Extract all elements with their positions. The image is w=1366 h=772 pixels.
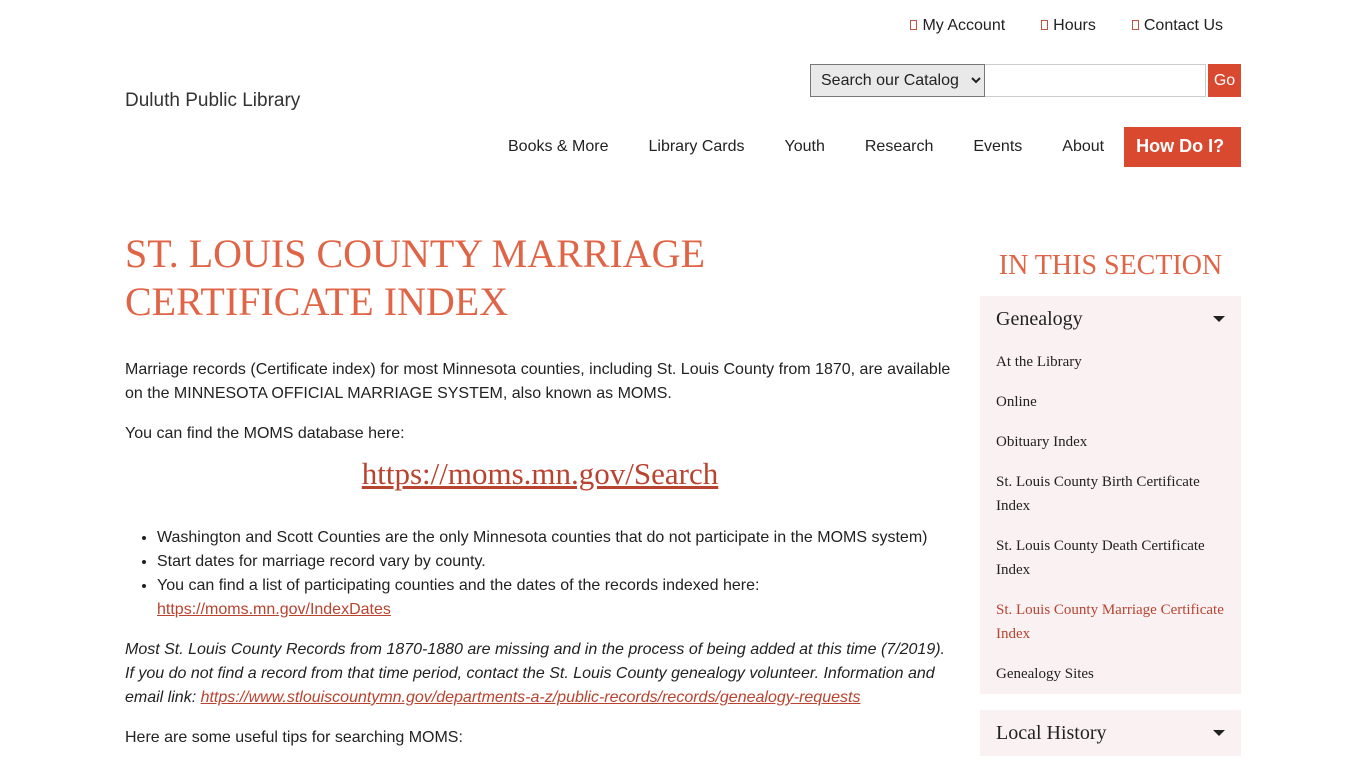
- my-account-link[interactable]: [910, 17, 1005, 35]
- sidebar-item[interactable]: St. Louis County Death Certificate Index: [996, 538, 1205, 578]
- utility-nav: [910, 17, 1223, 35]
- catalog-search: [810, 64, 1241, 97]
- nav-events[interactable]: Events: [973, 138, 1023, 155]
- sidebar-item[interactable]: Obituary Index: [996, 434, 1088, 450]
- search-input[interactable]: [985, 64, 1206, 97]
- nav-research[interactable]: Research: [864, 138, 934, 155]
- sidebar: [980, 250, 1241, 772]
- sidebar-heading: IN THIS SECTION: [998, 250, 1223, 281]
- label: Genealogy: [996, 307, 1083, 330]
- phone-icon: [1132, 20, 1139, 30]
- genealogy-toggle[interactable]: [996, 296, 1225, 342]
- go-button[interactable]: Go: [1208, 64, 1241, 97]
- sidebar-item[interactable]: St. Louis County Birth Certificate Index: [996, 474, 1200, 514]
- list-item: [157, 574, 955, 622]
- intro: Marriage records (Certificate index) for most Minnesota counties, including St. Louis County from 1870, are available on the MINNESOTA OFFICIAL MARRIAGE SYSTEM, also known as MOMS.: [125, 361, 951, 402]
- search-type-select[interactable]: [810, 64, 985, 97]
- local-history-section: [980, 710, 1241, 756]
- main-nav: [508, 127, 1281, 167]
- hours-link[interactable]: [1041, 17, 1096, 35]
- label: Contact Us: [1143, 17, 1223, 34]
- list-item: • Washington and Scott Counties are the only Minnesota counties that do not participate in the MOMS system): [157, 526, 955, 550]
- page-title: ST. LOUIS COUNTY MARRIAGE CERTIFICATE INDEX: [125, 231, 705, 324]
- logo[interactable]: [125, 90, 300, 112]
- label: Hours: [1053, 17, 1096, 34]
- nav-youth[interactable]: Youth: [784, 138, 825, 155]
- caret-down-icon: [1213, 730, 1225, 736]
- note: [125, 638, 955, 710]
- sidebar-item[interactable]: Online: [996, 394, 1037, 410]
- label: My Account: [922, 17, 1006, 34]
- clock-icon: [1041, 20, 1048, 30]
- find-text: You can find the MOMS database here:: [125, 425, 405, 442]
- genealogy-requests-link[interactable]: https://www.stlouiscountymn.gov/departments-a-z/public-records/records/genealogy-requests: [200, 689, 861, 706]
- tips-heading: Here are some useful tips for searching MOMS:: [125, 729, 463, 746]
- label: Local History: [996, 721, 1107, 744]
- local-history-toggle[interactable]: [996, 710, 1225, 756]
- user-icon: [910, 20, 917, 30]
- sidebar-item[interactable]: Genealogy Sites: [996, 666, 1094, 682]
- nav-books[interactable]: Books & More: [508, 138, 609, 155]
- text: You can find a list of participating counties and the dates of the records indexed here:: [157, 577, 760, 594]
- genealogy-section: [980, 296, 1241, 694]
- nav-library-cards[interactable]: Library Cards: [648, 138, 745, 155]
- sidebar-item-active[interactable]: St. Louis County Marriage Certificate Index: [996, 602, 1224, 642]
- moms-search-link[interactable]: https://moms.mn.gov/Search: [361, 456, 719, 491]
- sidebar-item[interactable]: At the Library: [996, 354, 1082, 370]
- main-content: [125, 358, 955, 766]
- bullet-list: [157, 526, 955, 622]
- contact-link[interactable]: [1132, 17, 1223, 35]
- logo-alt: Duluth Public Library: [125, 90, 301, 111]
- list-item: • Start dates for marriage record vary by county.: [157, 550, 955, 574]
- index-dates-link[interactable]: https://moms.mn.gov/IndexDates: [157, 601, 391, 618]
- caret-down-icon: [1213, 316, 1225, 322]
- nav-about[interactable]: About: [1062, 138, 1105, 155]
- note-text: Most St. Louis County Records from 1870-1880 are missing and in the process of being added at this time (7/2019). If you do not find a record from that time period, contact the St. Louis County genealogy volunteer. Information and email link:: [125, 641, 945, 706]
- how-do-i-button[interactable]: How Do I?: [1124, 127, 1241, 167]
